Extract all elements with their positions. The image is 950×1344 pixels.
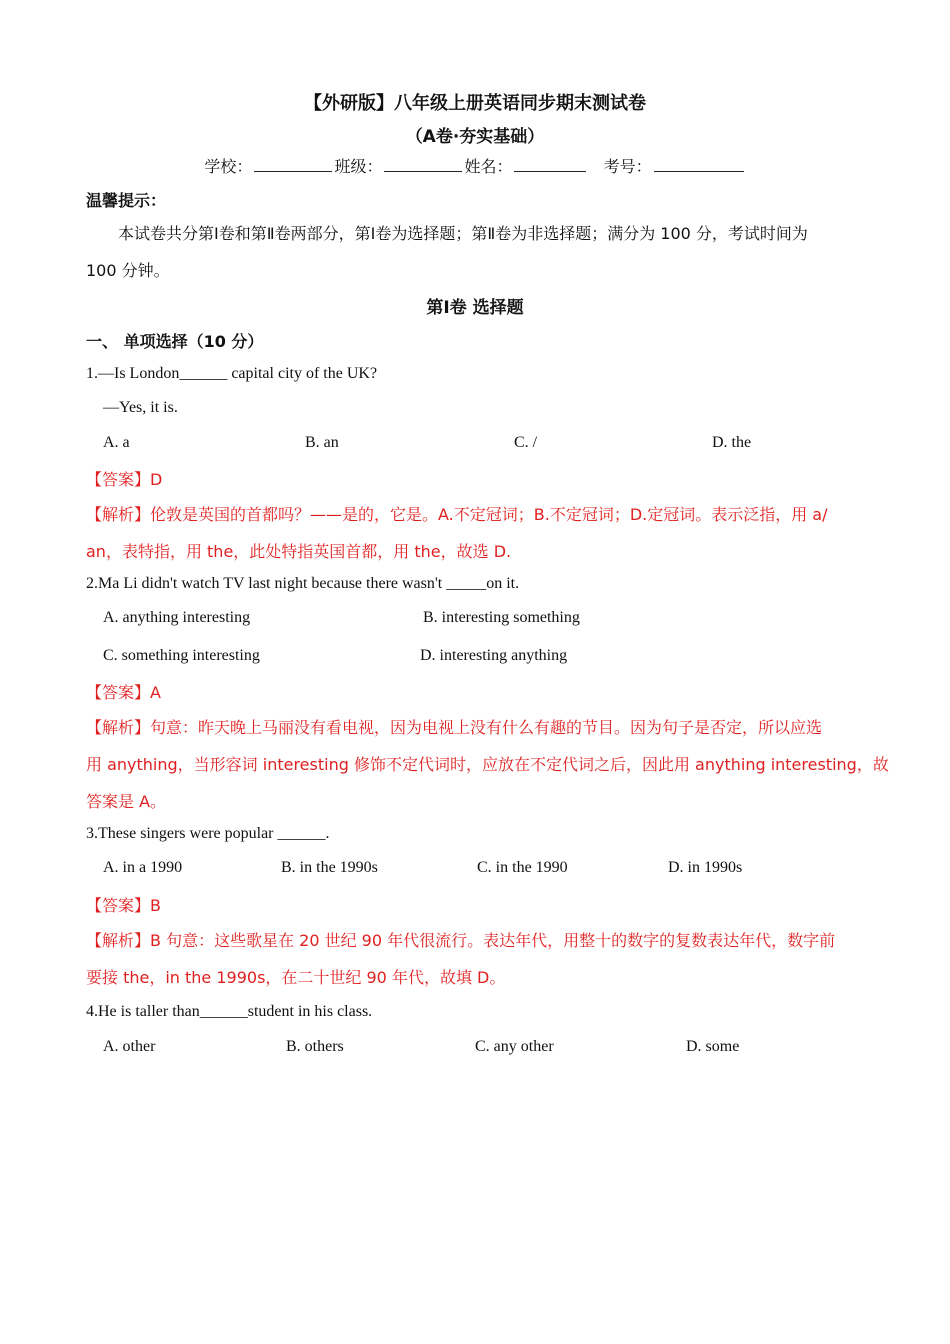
question-2-option-d: D. interesting anything: [420, 647, 568, 664]
tips-line-1: 本试卷共分第Ⅰ卷和第Ⅱ卷两部分，第Ⅰ卷为选择题；第Ⅱ卷为非选择题；满分为 100 分，考试时间为: [118, 224, 808, 243]
tips-heading: 温馨提示：: [86, 191, 167, 210]
question-1-option-c: C. /: [514, 434, 538, 451]
question-2-option-a: A. anything interesting: [103, 609, 251, 626]
question-2-analysis-line-3: 答案是 A。: [86, 792, 167, 811]
question-3-analysis-line-2: 要接 the，in the 1990s，在二十世纪 90 年代，故填 D。: [86, 968, 506, 987]
school-blank: [254, 155, 332, 172]
question-1-stem: 1.—Is London______ capital city of the UK?: [86, 365, 378, 382]
question-2-option-b: B. interesting something: [423, 609, 580, 626]
question-4-option-b: B. others: [286, 1038, 344, 1055]
question-2-option-c: C. something interesting: [103, 647, 260, 664]
tips-line-2: 100 分钟。: [86, 261, 170, 280]
number-blank: [654, 155, 744, 172]
question-2-answer: 【答案】A: [86, 683, 161, 702]
question-1-reply: —Yes, it is.: [103, 399, 178, 416]
section-title: 一、 单项选择（10 分）: [86, 332, 264, 351]
question-3-analysis-line-1: 【解析】B 句意：这些歌星在 20 世纪 90 年代很流行。表达年代，用整十的数字的复数表达年代，数字前: [86, 931, 836, 950]
question-1-analysis-line-2: an，表特指，用 the，此处特指英国首都，用 the，故选 D.: [86, 542, 512, 561]
question-4-option-c: C. any other: [475, 1038, 554, 1055]
question-1-answer: 【答案】D: [86, 470, 163, 489]
question-3-option-b: B. in the 1990s: [281, 859, 378, 876]
question-4-option-d: D. some: [686, 1038, 740, 1055]
question-3-answer: 【答案】B: [86, 896, 161, 915]
question-2-stem: 2.Ma Li didn't watch TV last night because there wasn't _____on it.: [86, 575, 520, 592]
exam-subtitle: （A卷·夯实基础）: [405, 127, 545, 147]
question-3-stem: 3.These singers were popular ______.: [86, 825, 330, 842]
question-1-analysis-line-1: 【解析】伦敦是英国的首都吗？——是的，它是。A.不定冠词；B.不定冠词；D.定冠词。表示泛指，用 a/: [86, 505, 828, 524]
question-1-option-d: D. the: [712, 434, 752, 451]
question-1-option-b: B. an: [305, 434, 339, 451]
question-2-analysis-line-1: 【解析】句意：昨天晚上马丽没有看电视，因为电视上没有什么有趣的节目。因为句子是否定，所以应选: [86, 718, 823, 737]
exam-title: 【外研版】八年级上册英语同步期末测试卷: [304, 93, 646, 114]
school-label: 学校：: [204, 157, 253, 176]
name-blank: [514, 155, 586, 172]
question-3-option-a: A. in a 1990: [103, 859, 183, 876]
class-blank: [384, 155, 462, 172]
question-4-stem: 4.He is taller than______student in his class.: [86, 1003, 373, 1020]
name-label: 姓名：: [464, 157, 513, 176]
question-4-option-a: A. other: [103, 1038, 156, 1055]
question-2-analysis-line-2: 用 anything，当形容词 interesting 修饰不定代词时，应放在不定代词之后，因此用 anything interesting，故: [86, 755, 889, 774]
number-label: 考号：: [603, 157, 652, 176]
student-info-line: [0, 154, 950, 177]
question-3-option-d: D. in 1990s: [668, 859, 743, 876]
question-3-option-c: C. in the 1990: [477, 859, 568, 876]
question-1-option-a: A. a: [103, 434, 130, 451]
class-label: 班级：: [334, 157, 383, 176]
part1-title: 第Ⅰ卷 选择题: [426, 298, 524, 318]
